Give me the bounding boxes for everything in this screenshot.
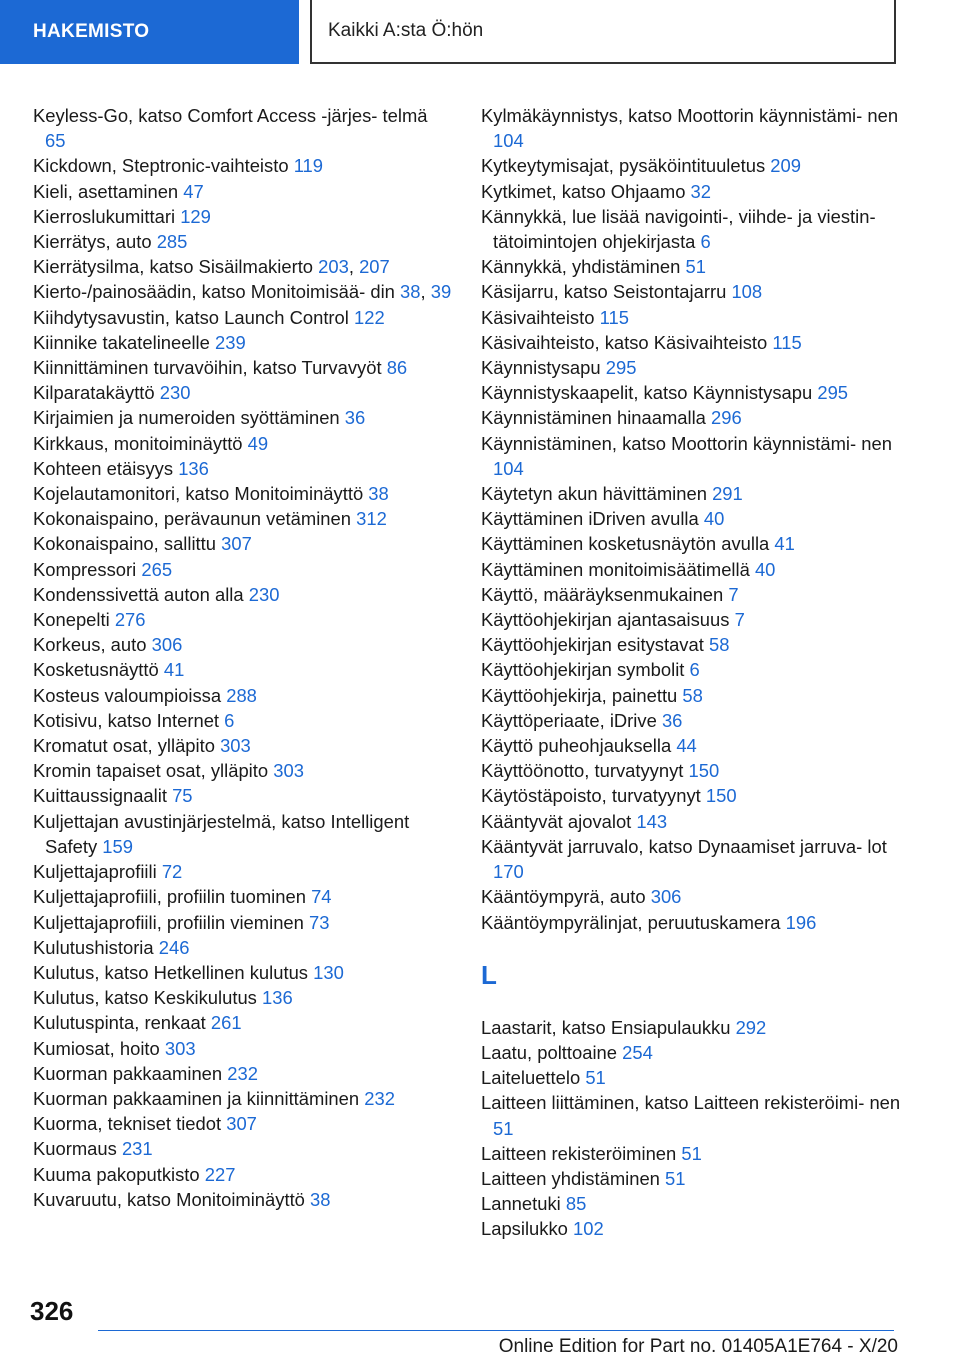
page-link[interactable]: 39	[430, 281, 452, 303]
index-entry	[33, 305, 453, 330]
page-link[interactable]: 7	[728, 583, 739, 605]
page-link[interactable]: 307	[221, 533, 252, 555]
index-entry-text: Kääntöympyrä, auto	[481, 886, 646, 908]
index-entry-text: Kulutus, katso Hetkellinen kulutus	[33, 961, 308, 983]
index-entry	[33, 884, 453, 909]
index-entry-text: Korkeus, auto	[33, 634, 147, 656]
page-link[interactable]: 306	[151, 634, 183, 656]
page-link[interactable]: 6	[224, 709, 235, 731]
index-entry	[481, 783, 901, 808]
index-entry-text: Kirkkaus, monitoiminäyttö	[33, 432, 243, 454]
index-entry	[33, 1162, 453, 1187]
index-entry-text: Kondenssivettä auton alla	[33, 583, 244, 605]
page-link[interactable]: 6	[689, 659, 700, 681]
index-entry-text: Käytetyn akun hävittäminen	[481, 483, 707, 505]
index-entry: Kierto-/painosäädin, katso Monitoimisää- din 38, 39	[33, 281, 452, 303]
page-link[interactable]: 150	[705, 785, 737, 807]
page-link[interactable]: 276	[114, 609, 146, 631]
index-entry-text: Kierto-/painosäädin, katso Monitoimisää-	[33, 281, 366, 303]
index-entry-text: Käynnistyskaapelit, katso Käynnistysapu	[481, 382, 813, 404]
index-entry	[33, 910, 453, 935]
index-entry	[33, 809, 453, 859]
index-entry	[481, 733, 901, 758]
page-link[interactable]: 47	[183, 180, 204, 202]
index-entry-text: Käyttö puheohjauksella	[481, 735, 672, 757]
index-entry-text: Käynnistäminen, katso Moottorin käynnistämi-	[481, 432, 857, 454]
index-entry	[481, 758, 901, 783]
index-entry	[33, 632, 453, 657]
index-entry-text: Kiinnike takatelineelle	[33, 331, 210, 353]
footer-divider	[98, 1330, 894, 1331]
index-entry-text: Käyttöperiaate, iDrive	[481, 709, 657, 731]
page-link[interactable]: 232	[364, 1087, 395, 1109]
index-entry	[33, 1010, 453, 1035]
index-entry-text-cont: lot	[867, 835, 887, 857]
index-entry-text: Kuljettajaprofiili	[33, 861, 157, 883]
index-entry-text: Kilparatakäyttö	[33, 382, 155, 404]
footer-edition: Online Edition for Part no. 01405A1E764 - X/20	[498, 1336, 898, 1357]
index-entry	[33, 683, 453, 708]
index-entry	[481, 431, 901, 481]
page-link[interactable]: 74	[311, 886, 332, 908]
index-entry-text: Kuvaruutu, katso Monitoiminäyttö	[33, 1188, 305, 1210]
index-entry-text: Lannetuki	[481, 1193, 561, 1215]
index-entry	[33, 859, 453, 884]
page-link[interactable]: 136	[262, 987, 293, 1009]
index-entry-text: Kääntyvät ajovalot	[481, 810, 632, 832]
index-entry-text: Laitteen liittäminen, katso Laitteen rekisteröimi-	[481, 1092, 865, 1114]
page-link[interactable]: 288	[226, 684, 257, 706]
page-link[interactable]: 40	[754, 558, 776, 580]
index-tab[interactable]	[0, 0, 299, 64]
index-entry	[481, 355, 901, 380]
index-entry-text: Kuormaus	[33, 1138, 117, 1160]
page-link[interactable]: 303	[273, 760, 304, 782]
page-link[interactable]: 231	[121, 1138, 153, 1160]
index-entry	[481, 834, 901, 884]
index-entry-text: Kylmäkäynnistys, katso Moottorin käynnistämi-	[481, 105, 863, 126]
index-entry	[33, 506, 453, 531]
index-entry	[481, 1166, 901, 1191]
index-entry	[481, 1216, 901, 1241]
index-entry	[481, 179, 901, 204]
index-entry	[33, 657, 453, 682]
page-link[interactable]: 303	[164, 1037, 196, 1059]
page-link[interactable]: 129	[180, 205, 211, 227]
page-link[interactable]: 295	[817, 382, 849, 404]
index-entry-text-cont: tätoimintojen ohjekirjasta	[493, 231, 696, 253]
index-entry-text: Kuorman pakkaaminen ja kiinnittäminen	[33, 1087, 360, 1109]
index-entry	[33, 1136, 453, 1161]
index-entry	[33, 1036, 453, 1061]
index-entry-text: Kompressori	[33, 558, 137, 580]
index-entry-text-cont: din	[370, 281, 395, 303]
index-entry-text: Käyttäminen kosketusnäytön avulla	[481, 533, 770, 555]
index-entry	[481, 481, 901, 506]
index-entry-text: Käyttöönotto, turvatyynyt	[481, 760, 684, 782]
index-entry-text: Kulutus, katso Keskikulutus	[33, 987, 257, 1009]
page-link[interactable]: 40	[703, 508, 725, 530]
index-entry-text: Kuljettajaprofiili, profiilin tuominen	[33, 886, 306, 908]
page-link[interactable]: 119	[293, 155, 324, 177]
page-link[interactable]: 285	[156, 231, 188, 253]
page-link[interactable]: 85	[565, 1193, 587, 1215]
index-entry	[33, 733, 453, 758]
page-link[interactable]: 170	[493, 861, 524, 883]
index-entry	[33, 380, 453, 405]
index-entry	[481, 204, 901, 254]
index-entry-text: Kojelautamonitori, katso Monitoiminäyttö	[33, 483, 364, 505]
page-link[interactable]: 86	[386, 357, 408, 379]
index-entry	[481, 1065, 901, 1090]
page-link[interactable]: 58	[682, 684, 703, 706]
section-letter: L	[481, 959, 497, 990]
page-link[interactable]: 207	[359, 256, 390, 278]
page-link[interactable]: 115	[599, 306, 629, 328]
index-entry-text: Käsijarru, katso Seistontajarru	[481, 281, 727, 303]
page-link[interactable]: 143	[636, 810, 668, 832]
index-entry-text: Kiinnittäminen turvavöihin, katso Turvavyöt	[33, 357, 382, 379]
index-entry-text: Kuittaussignaalit	[33, 785, 167, 807]
page-link[interactable]: 104	[493, 130, 524, 152]
page-link[interactable]: 6	[700, 231, 711, 253]
page-link[interactable]: 102	[573, 1218, 604, 1240]
index-entry	[481, 1040, 901, 1065]
page-link[interactable]: 296	[711, 407, 742, 429]
index-entry	[33, 935, 453, 960]
page-link[interactable]: 303	[220, 735, 251, 757]
index-entry-text: Käsivaihteisto, katso Käsivaihteisto	[481, 331, 768, 353]
index-entry-text: Käynnistäminen hinaamalla	[481, 407, 706, 429]
index-entry	[481, 607, 901, 632]
index-entry-text: Lapsilukko	[481, 1218, 568, 1240]
index-entry	[481, 1015, 901, 1040]
index-entry-text: Konepelti	[33, 609, 110, 631]
index-entry	[481, 1141, 901, 1166]
index-entry	[33, 103, 453, 153]
page-link[interactable]: 230	[248, 583, 280, 605]
index-entry	[481, 254, 901, 279]
index-entry-text: Käytöstäpoisto, turvatyynyt	[481, 785, 701, 807]
index-column-right	[481, 103, 901, 1242]
index-entry-text: Kääntöympyrälinjat, peruutuskamera	[481, 911, 781, 933]
index-entry	[481, 305, 901, 330]
index-entry	[33, 355, 453, 380]
index-entry	[33, 783, 453, 808]
index-entry: Kierrätysilma, katso Sisäilmakierto 203, 207	[33, 256, 390, 278]
index-entry-text: Keyless-Go, katso Comfort Access -järjes-	[33, 105, 378, 126]
index-entry	[33, 1111, 453, 1136]
index-entry-text: Kuuma pakoputkisto	[33, 1163, 200, 1185]
index-entry-text: Laitteen yhdistäminen	[481, 1167, 660, 1189]
page-link[interactable]: 150	[688, 760, 720, 782]
page-link[interactable]: 7	[734, 609, 745, 631]
page-link[interactable]: 209	[770, 155, 801, 177]
page-link[interactable]: 159	[102, 835, 133, 857]
index-entry-text: Kääntyvät jarruvalo, katso Dynaamiset jarruva-	[481, 835, 863, 857]
page-link[interactable]: 104	[493, 457, 524, 479]
index-entry	[481, 557, 901, 582]
index-entry-text: Kierrätys, auto	[33, 231, 152, 253]
page-link[interactable]: 307	[226, 1113, 257, 1135]
page-link[interactable]: 51	[681, 1142, 702, 1164]
page-link[interactable]: 51	[685, 256, 706, 278]
index-tab-label: HAKEMISTO	[33, 21, 150, 42]
page-link[interactable]: 136	[178, 457, 209, 479]
page-link[interactable]: 49	[247, 432, 269, 454]
index-entry-text: Kuljettajaprofiili, profiilin vieminen	[33, 911, 304, 933]
index-entry	[33, 582, 453, 607]
page-link[interactable]: 115	[772, 331, 802, 353]
page-link[interactable]: 72	[161, 861, 183, 883]
page-link[interactable]: 38	[400, 281, 421, 303]
index-entry	[481, 405, 901, 430]
index-entry-text: Kierroslukumittari	[33, 205, 176, 227]
index-entry-text-cont: nen	[867, 105, 899, 126]
page-link[interactable]: 295	[605, 357, 637, 379]
index-entry	[33, 985, 453, 1010]
page-link[interactable]: 51	[493, 1117, 514, 1139]
page-link[interactable]: 203	[318, 256, 349, 278]
page-link[interactable]: 32	[690, 180, 712, 202]
index-entry	[33, 153, 453, 178]
index-entry-text: Kulutuspinta, renkaat	[33, 1012, 206, 1034]
page-link[interactable]: 51	[665, 1167, 686, 1189]
index-entry	[33, 330, 453, 355]
index-entry	[33, 758, 453, 783]
index-entry-text: Laastarit, katso Ensiapulaukku	[481, 1016, 731, 1038]
page-link[interactable]: 122	[354, 306, 385, 328]
index-entry	[33, 960, 453, 985]
page-link[interactable]: 41	[774, 533, 795, 555]
page-link[interactable]: 41	[163, 659, 185, 681]
index-entry	[33, 456, 453, 481]
index-entry-text: Käyttöohjekirja, painettu	[481, 684, 678, 706]
page-link[interactable]: 130	[313, 961, 344, 983]
index-entry	[481, 153, 901, 178]
index-entry	[481, 657, 901, 682]
index-entry	[481, 380, 901, 405]
index-entry-text: Laatu, polttoaine	[481, 1041, 617, 1063]
index-entry-text: Kokonaispaino, sallittu	[33, 533, 216, 555]
index-entry-text: Kännykkä, lue lisää navigointi-, viihde- ja viestin-	[481, 205, 876, 227]
page-link[interactable]: 239	[215, 331, 246, 353]
page-link[interactable]: 44	[676, 735, 697, 757]
index-entry	[481, 531, 901, 556]
page-link[interactable]: 38	[310, 1188, 331, 1210]
index-entry-text: Kiihdytysavustin, katso Launch Control	[33, 306, 349, 328]
index-entry	[33, 708, 453, 733]
index-entry-text: Käyttäminen monitoimisäätimellä	[481, 558, 750, 580]
page-link[interactable]: 73	[309, 911, 330, 933]
index-entry	[481, 1090, 901, 1140]
index-entry	[33, 179, 453, 204]
page-link[interactable]: 232	[227, 1062, 258, 1084]
index-entry	[33, 557, 453, 582]
index-entry	[33, 431, 453, 456]
page-link[interactable]: 246	[158, 936, 190, 958]
index-entry	[481, 506, 901, 531]
index-entry	[33, 204, 453, 229]
index-column-left	[33, 103, 453, 1212]
index-entry	[481, 1191, 901, 1216]
page-header	[310, 0, 896, 64]
index-entry	[481, 632, 901, 657]
index-entry-text: Käyttöohjekirjan ajantasaisuus	[481, 609, 730, 631]
index-entry-text: Kuljettajan avustinjärjestelmä, katso Intelligent	[33, 810, 410, 832]
index-entry	[481, 884, 901, 909]
page-link[interactable]: 292	[735, 1016, 767, 1038]
index-entry	[481, 279, 901, 304]
page-link[interactable]: 58	[708, 634, 730, 656]
index-entry-text: Käyttö, määräyksenmukainen	[481, 583, 724, 605]
index-entry	[481, 330, 901, 355]
page-link[interactable]: 254	[622, 1041, 653, 1063]
index-entry	[33, 1086, 453, 1111]
page-link[interactable]: 291	[712, 483, 743, 505]
index-entry-text: Kosteus valoumpioissa	[33, 684, 222, 706]
index-entry-text: Kickdown, Steptronic-vaihteisto	[33, 155, 289, 177]
index-entry	[33, 1187, 453, 1212]
page-number: 326	[30, 1296, 74, 1326]
index-entry-text: Käyttöohjekirjan esitystavat	[481, 634, 704, 656]
page-link[interactable]: 261	[210, 1012, 242, 1034]
page-link[interactable]: 227	[204, 1163, 236, 1185]
index-entry-text: Kytkeytymisajat, pysäköintituuletus	[481, 155, 766, 177]
index-entry-text-cont: nen	[861, 432, 892, 454]
index-entry-text: Kännykkä, yhdistäminen	[481, 256, 681, 278]
index-entry-text: Kotisivu, katso Internet	[33, 709, 220, 731]
index-entry	[33, 229, 453, 254]
page-link[interactable]: 108	[731, 281, 763, 303]
index-entry-text: Kirjaimien ja numeroiden syöttäminen	[33, 407, 340, 429]
index-entry-text: Kohteen etäisyys	[33, 457, 174, 479]
index-entry-text: Käyttäminen iDriven avulla	[481, 508, 699, 530]
index-entry-text: Kytkimet, katso Ohjaamo	[481, 180, 686, 202]
index-entry-text: Laitteen rekisteröiminen	[481, 1142, 677, 1164]
page-link[interactable]: 230	[159, 382, 191, 404]
index-entry-text: Kokonaispaino, perävaunun vetäminen	[33, 508, 351, 530]
index-entry	[33, 1061, 453, 1086]
index-entry	[481, 708, 901, 733]
index-entry-text: Käyttöohjekirjan symbolit	[481, 659, 685, 681]
page-link[interactable]: 306	[650, 886, 682, 908]
index-entry-text: Kromatut osat, ylläpito	[33, 735, 215, 757]
index-entry-text: Kumiosat, hoito	[33, 1037, 160, 1059]
index-entry	[33, 405, 453, 430]
page-link[interactable]: 36	[661, 709, 683, 731]
index-entry-text: Laiteluettelo	[481, 1067, 581, 1089]
index-entry-text-cont: nen	[869, 1092, 901, 1114]
index-entry	[33, 481, 453, 506]
page-link[interactable]: 65	[45, 130, 66, 152]
index-entry	[481, 683, 901, 708]
page-link[interactable]: 196	[785, 911, 817, 933]
index-entry-text: Käynnistysapu	[481, 357, 601, 379]
page-link[interactable]: 265	[141, 558, 173, 580]
index-entry	[33, 531, 453, 556]
index-entry	[481, 103, 901, 153]
index-entry-text: Kosketusnäyttö	[33, 659, 159, 681]
page-link[interactable]: 36	[344, 407, 366, 429]
index-entry-text: Kromin tapaiset osat, ylläpito	[33, 760, 269, 782]
index-entry-text: Käsivaihteisto	[481, 306, 595, 328]
index-entry-text-cont: telmä	[382, 105, 428, 126]
index-entry	[481, 910, 901, 935]
index-entry-text: Kuorman pakkaaminen	[33, 1062, 223, 1084]
page-link[interactable]: 38	[368, 483, 389, 505]
index-entry-text: Kieli, asettaminen	[33, 180, 179, 202]
index-entry	[481, 582, 901, 607]
index-entry	[33, 607, 453, 632]
page-link[interactable]: 312	[356, 508, 387, 530]
index-entry-text: Kuorma, tekniset tiedot	[33, 1113, 222, 1135]
header-title: Kaikki A:sta Ö:hön	[328, 20, 484, 41]
index-entry-text: Kierrätysilma, katso Sisäilmakierto	[33, 256, 314, 278]
index-entry	[481, 809, 901, 834]
page-link[interactable]: 75	[172, 785, 193, 807]
index-entry-text-cont: Safety	[45, 835, 98, 857]
page-link[interactable]: 51	[585, 1067, 606, 1089]
index-entry-text: Kulutushistoria	[33, 936, 154, 958]
